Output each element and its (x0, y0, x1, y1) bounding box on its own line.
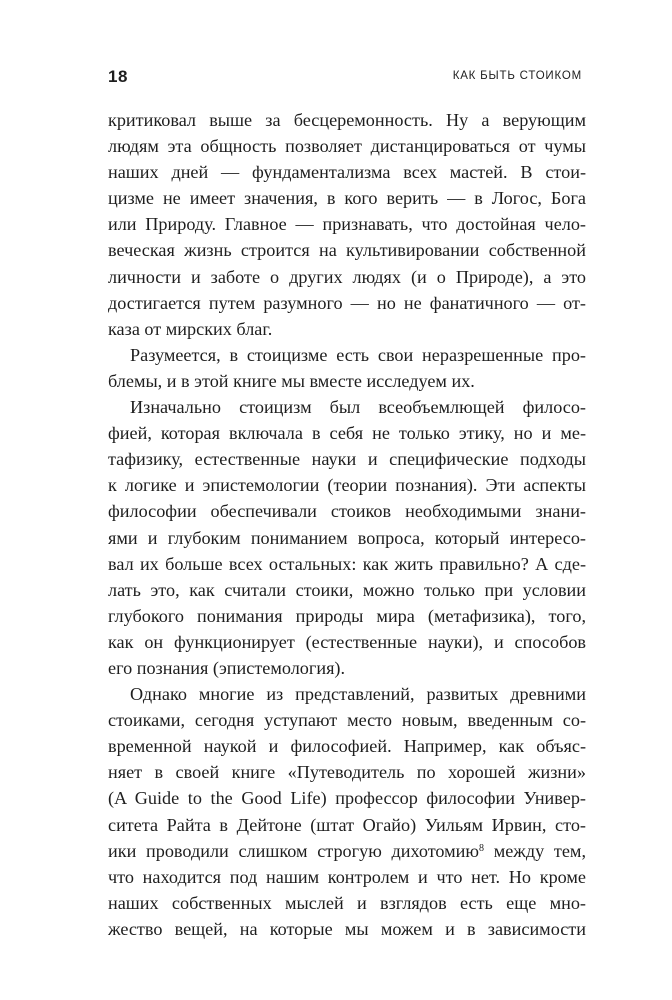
text-line: критиковал выше за бесцеремонность. Ну а верующим (108, 110, 586, 130)
page-number: 18 (108, 67, 128, 86)
text-line: лать это, как считали стоики, можно только при условии (108, 579, 586, 600)
text-line: глубокого понимания природы мира (метафизика), того, (108, 605, 586, 626)
text-line: жество вещей, на которые мы можем и в зависимости (108, 918, 586, 939)
text-line: тафизику, естественные науки и специфические подходы (108, 449, 586, 470)
text-line: личности и заботе о других людях (и о Природе), а это (108, 266, 586, 287)
text-line-with-footnote (108, 838, 586, 864)
text-line: наших собственных мыслей и взглядов есть еще мно- (108, 892, 586, 913)
text-line: достигается путем разумного — но не фанатичного — от- (108, 292, 586, 313)
text-line: (A Guide to the Good Life) профессор философии Универ- (108, 788, 586, 809)
body-text (108, 107, 586, 942)
text-line: стоиками, сегодня уступают место новым, введенным со- (108, 710, 586, 731)
text-line: вал их больше всех остальных: как жить правильно? А сде- (108, 553, 586, 574)
text-line: временной наукой и философией. Например, как объяс- (108, 736, 586, 757)
text-line: как он функционирует (естественные науки), и способов (108, 631, 586, 652)
text-line: его познания (эпистемология). (108, 657, 346, 678)
text-line: ями и глубоким пониманием вопроса, который интересо- (108, 527, 586, 548)
text-line: Изначально стоицизм был всеобъемлющей филосо- (130, 397, 586, 418)
text-line: наших дней — фундаментализма всех мастей. В стои- (108, 162, 586, 183)
text-line: цизме не имеет значения, в кого верить — в Логос, Бога (108, 188, 586, 209)
text-line: блемы, и в этой книге мы вместе исследуем их. (108, 370, 475, 391)
text-segment: ики проводили слишком строгую дихотомию (108, 840, 480, 861)
text-line: философии обеспечивали стоиков необходимыми знани- (108, 501, 586, 522)
text-line: или Природу. Главное — признавать, что достойная чело- (108, 214, 586, 235)
text-line: ситета Райта в Дейтоне (штат Огайо) Уильям Ирвин, сто- (108, 814, 586, 835)
text-line: каза от мирских благ. (108, 318, 273, 339)
text-line: Разумеется, в стоицизме есть свои неразрешенные про- (130, 344, 586, 365)
text-line: что находится под нашим контролем и что нет. Но кроме (108, 866, 586, 887)
text-line: людям эта общность позволяет дистанцироваться от чумы (108, 136, 586, 157)
footnote-marker[interactable]: 8 (479, 842, 485, 854)
running-head: КАК БЫТЬ СТОИКОМ (452, 70, 582, 82)
text-line: фией, которая включала в себя не только этику, но и ме- (108, 423, 586, 444)
text-line: Однако многие из представлений, развитых древними (130, 684, 586, 705)
text-line: веческая жизнь строится на культивировании собственной (108, 240, 586, 261)
text-line: няет в своей книге «Путеводитель по хорошей жизни» (108, 762, 586, 783)
text-line: к логике и эпистемологии (теории познания). Эти аспекты (108, 475, 586, 496)
text-segment: между тем, (484, 840, 586, 861)
